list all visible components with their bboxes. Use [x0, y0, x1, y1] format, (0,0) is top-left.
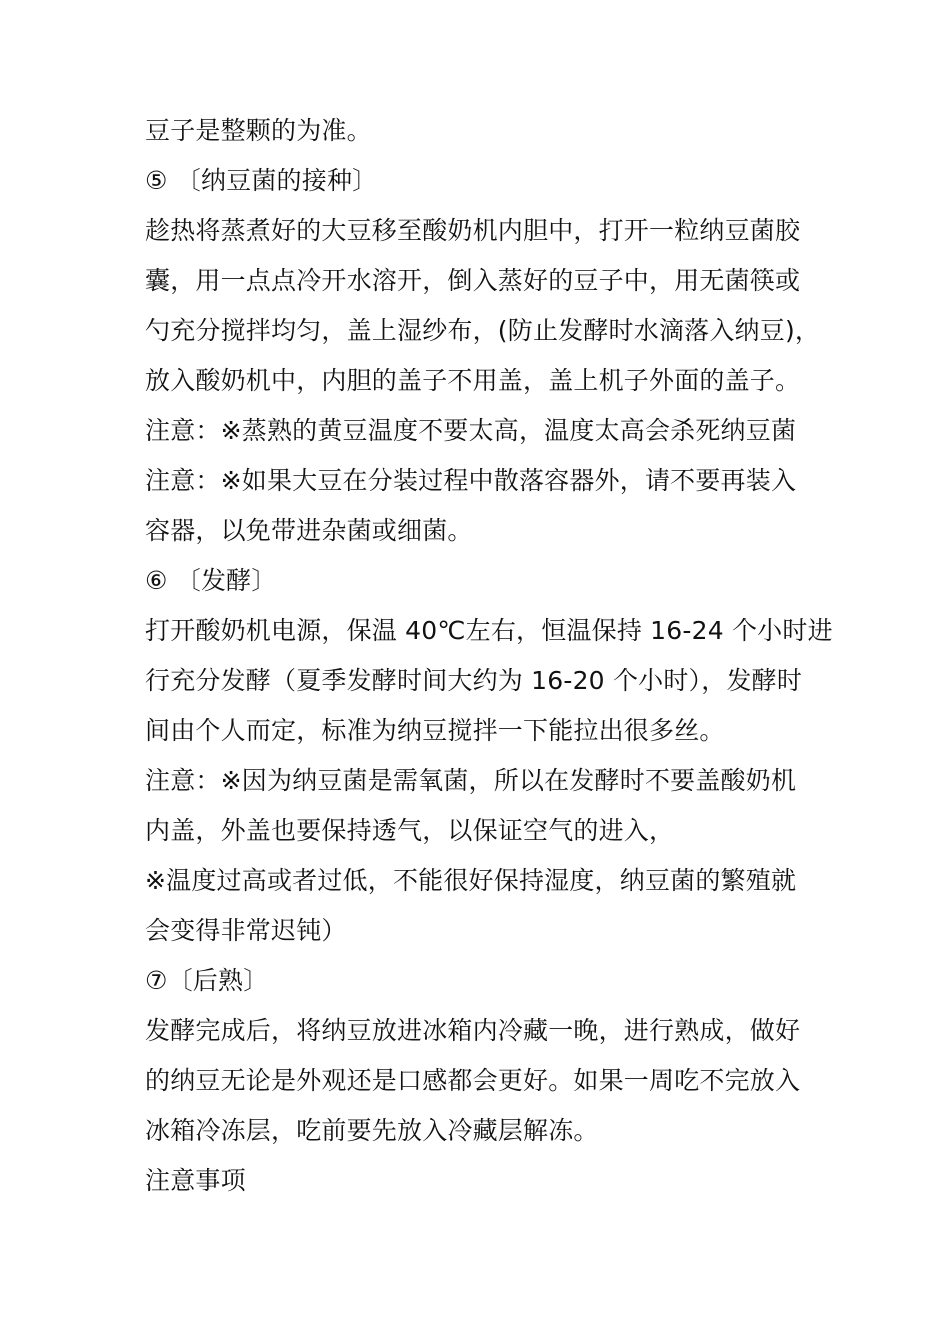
- section-heading-notes: 注意事项: [145, 1166, 246, 1195]
- text-line: 行充分发酵（夏季发酵时间大约为 16-20 个小时），发酵时: [145, 666, 803, 695]
- text-line: 内盖，外盖也要保持透气，以保证空气的进入，: [145, 816, 675, 845]
- text-line: 勺充分搅拌均匀，盖上湿纱布，(防止发酵时水滴落入纳豆)，: [145, 316, 821, 345]
- text-line: 的纳豆无论是外观还是口感都会更好。如果一周吃不完放入: [145, 1066, 801, 1095]
- text-line: 趁热将蒸煮好的大豆移至酸奶机内胆中，打开一粒纳豆菌胶: [145, 216, 801, 245]
- text-line: 间由个人而定，标准为纳豆搅拌一下能拉出很多丝。: [145, 716, 725, 745]
- note-line: 注意：※如果大豆在分装过程中散落容器外，请不要再装入: [145, 466, 797, 495]
- text-line: 囊，用一点点冷开水溶开，倒入蒸好的豆子中，用无菌筷或: [145, 266, 801, 295]
- text-line: 豆子是整颗的为准。: [145, 116, 372, 145]
- section-heading-inoculation: ⑤ 〔纳豆菌的接种〕: [145, 166, 378, 195]
- note-line: 注意：※因为纳豆菌是需氧菌，所以在发酵时不要盖酸奶机: [145, 766, 797, 795]
- note-line: 注意：※蒸熟的黄豆温度不要太高，温度太高会杀死纳豆菌: [145, 416, 797, 445]
- text-line: 会变得非常迟钝）: [145, 916, 347, 945]
- section-heading-maturation: ⑦〔后熟〕: [145, 966, 269, 995]
- note-line: ※温度过高或者过低，不能很好保持湿度，纳豆菌的繁殖就: [145, 866, 797, 895]
- text-line: 发酵完成后，将纳豆放进冰箱内冷藏一晚，进行熟成，做好: [145, 1016, 801, 1045]
- text-line: 放入酸奶机中，内胆的盖子不用盖，盖上机子外面的盖子。: [145, 366, 801, 395]
- text-line: 冰箱冷冻层，吃前要先放入冷藏层解冻。: [145, 1116, 599, 1145]
- section-heading-fermentation: ⑥ 〔发酵〕: [145, 566, 277, 595]
- text-line: 容器，以免带进杂菌或细菌。: [145, 516, 473, 545]
- text-line: 打开酸奶机电源，保温 40℃左右，恒温保持 16-24 个小时进: [145, 616, 833, 645]
